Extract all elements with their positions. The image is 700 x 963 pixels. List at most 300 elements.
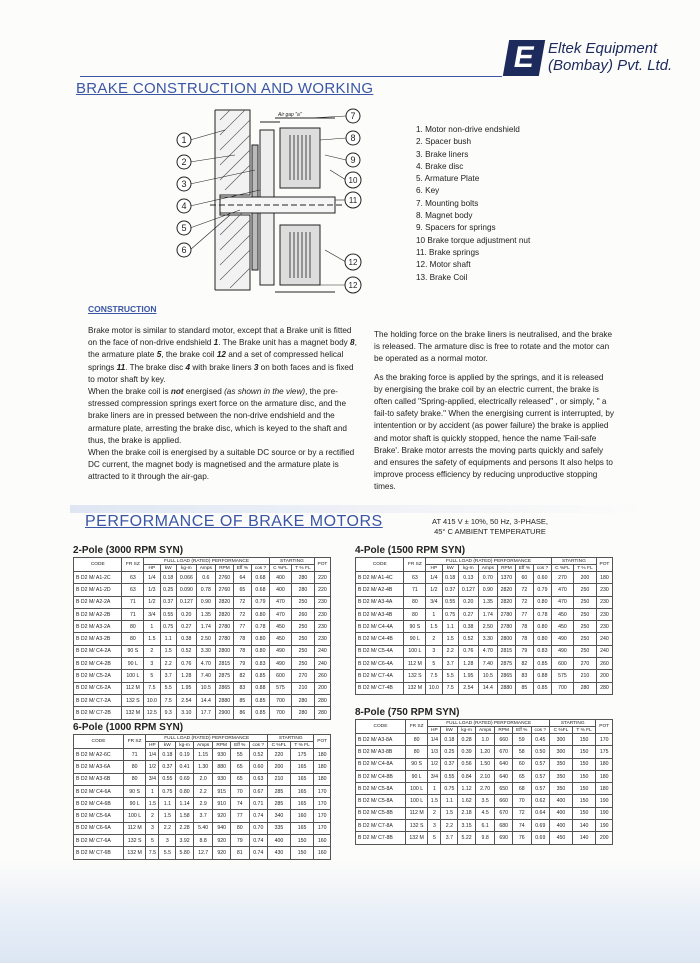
table-row: [356, 608, 613, 620]
table-cell: 165: [290, 798, 314, 810]
table-row: [356, 584, 613, 596]
construction-text-right: [374, 329, 614, 494]
table-cell: 400: [550, 807, 573, 819]
table-cell: 90 S: [404, 621, 426, 633]
table-cell: 1/2: [146, 761, 159, 773]
table-cell: 76: [513, 832, 531, 844]
table-cell: 3/4: [146, 773, 159, 785]
table-row: [356, 670, 613, 682]
col-header-cos: cos ?: [531, 727, 550, 734]
table-cell: 160: [290, 810, 314, 822]
table-cell: 700: [269, 694, 291, 706]
table-cell: 170: [314, 822, 331, 834]
table-cell: 575: [269, 682, 291, 694]
col-header-kw: kW: [442, 565, 458, 572]
table-cell: 68: [513, 783, 531, 795]
table-cell: 71: [122, 608, 144, 620]
table-cell: 79: [233, 658, 251, 670]
cell-code: B D2 M/ A1-2C: [74, 572, 122, 584]
table-cell: 280: [596, 682, 612, 694]
table-cell: 0.18: [442, 572, 458, 584]
table-cell: 0.18: [159, 749, 176, 761]
table-row: [74, 633, 331, 645]
table-cell: 490: [269, 645, 291, 657]
col-header-starting: STARTING: [269, 558, 314, 565]
table-cell: 90 S: [123, 785, 145, 797]
col-header-starting: STARTING: [268, 735, 314, 742]
table-cell: 280: [314, 694, 330, 706]
table-cell: 490: [551, 633, 573, 645]
table-cell: 2780: [497, 621, 515, 633]
table-cell: 0.19: [176, 749, 194, 761]
table-cell: 350: [550, 783, 573, 795]
table-cell: 112 M: [404, 658, 426, 670]
cell-code: B D2 M/ C7-4B: [356, 682, 404, 694]
cell-code: B D2 M/ C4-2B: [74, 658, 122, 670]
table-cell: 260: [314, 670, 330, 682]
cell-code: B D2 M/ C7-2B: [74, 707, 122, 719]
table-cell: 5: [144, 670, 160, 682]
table-cell: 0.57: [531, 758, 550, 770]
table-cell: 2.10: [475, 770, 495, 782]
table-cell: 90 L: [405, 770, 427, 782]
table-row: [74, 707, 331, 719]
table-cell: 170: [596, 734, 613, 746]
table-cell: 77: [515, 608, 533, 620]
company-name: [548, 40, 672, 74]
table-cell: 230: [314, 633, 330, 645]
cell-code: B D2 M/ A2-4B: [356, 584, 404, 596]
table-cell: 0.85: [251, 670, 269, 682]
table-cell: 230: [314, 596, 330, 608]
table-cell: 2780: [497, 608, 515, 620]
table-cell: 100 L: [404, 645, 426, 657]
table-cell: 1.5: [442, 633, 458, 645]
table-cell: 0.85: [533, 658, 551, 670]
table-cell: 150: [572, 795, 596, 807]
cell-code: B D2 M/ C4-8A: [356, 758, 406, 770]
table-cell: 79: [515, 645, 533, 657]
table-cell: 140: [572, 820, 596, 832]
table-cell: 270: [573, 658, 596, 670]
table-cell: 250: [573, 645, 596, 657]
table-cell: 880: [213, 761, 231, 773]
airgap-label: Air gap "a": [278, 112, 302, 118]
cell-code: B D2 M/ C5-8A: [356, 783, 406, 795]
table-cell: 160: [314, 847, 331, 859]
table-cell: 0.39: [458, 746, 476, 758]
table-cell: 3.5: [475, 795, 495, 807]
table-cell: 180: [314, 749, 331, 761]
table-cell: 82: [233, 670, 251, 682]
callout-11: [345, 192, 361, 208]
cell-code: B D2 M/ C5-2A: [74, 670, 122, 682]
table-cell: 250: [291, 596, 314, 608]
cell-code: B D2 M/ C4-4B: [356, 633, 404, 645]
table-cell: 250: [573, 633, 596, 645]
callout-12a: [345, 254, 361, 270]
table-cell: 640: [495, 770, 513, 782]
table-cell: 240: [596, 645, 612, 657]
table-title-6pole: 6-Pole (1000 RPM SYN): [73, 722, 184, 733]
parts-list-item: 12. Motor shaft: [416, 260, 471, 270]
table-cell: 0.88: [533, 670, 551, 682]
table-cell: 58: [513, 746, 531, 758]
table-cell: 63: [122, 572, 144, 584]
cell-code: B D2 M/ A3-6A: [74, 761, 124, 773]
performance-table-8pole: [355, 719, 613, 845]
table-cell: 63: [404, 572, 426, 584]
table-row: [74, 670, 331, 682]
table-cell: 0.88: [251, 682, 269, 694]
table-cell: 0.63: [249, 773, 268, 785]
cell-code: B D2 M/ C5-8A: [356, 795, 406, 807]
table-cell: 0.69: [531, 820, 550, 832]
table-cell: 150: [572, 746, 596, 758]
table-cell: 3.7: [442, 658, 458, 670]
table-cell: 285: [268, 798, 291, 810]
callout-6: [177, 243, 191, 257]
table-cell: 1.1: [441, 795, 458, 807]
brake-cross-section-diagram: [160, 100, 376, 305]
table-cell: 3: [426, 645, 442, 657]
table-cell: 65: [231, 773, 249, 785]
table-cell: 0.37: [442, 584, 458, 596]
table-cell: 175: [596, 746, 613, 758]
table-cell: 1.74: [196, 621, 215, 633]
table-cell: 4.70: [196, 658, 215, 670]
cell-code: B D2 M/ A1-2D: [74, 584, 122, 596]
callout-12b: [345, 277, 361, 293]
table-cell: 240: [596, 633, 612, 645]
table-cell: 7.5: [144, 682, 160, 694]
title-band: [70, 505, 650, 513]
table-cell: 78: [515, 633, 533, 645]
table-cell: 5: [428, 832, 441, 844]
table-cell: 3.92: [176, 835, 194, 847]
table-cell: 2: [144, 645, 160, 657]
table-cell: 1.74: [478, 608, 497, 620]
table-cell: 0.57: [531, 770, 550, 782]
table-cell: 0.69: [176, 773, 194, 785]
table-row: [356, 795, 613, 807]
table-cell: 80: [405, 734, 427, 746]
table-cell: 0.27: [176, 621, 196, 633]
parts-list-item: 2. Spacer bush: [416, 137, 472, 147]
table-cell: 80: [122, 633, 144, 645]
callout-8: [346, 131, 360, 145]
table-cell: 200: [596, 670, 612, 682]
table-cell: 4.5: [475, 807, 495, 819]
parts-list-item: 9. Spacers for springs: [416, 223, 496, 233]
callout-label: 5: [181, 223, 187, 233]
col-header-cos: cos ?: [533, 565, 551, 572]
table-cell: 2.50: [478, 621, 497, 633]
table-cell: 0.76: [176, 658, 196, 670]
table-cell: 0.55: [442, 596, 458, 608]
table-cell: 2760: [215, 584, 233, 596]
table-cell: 2.28: [176, 822, 194, 834]
table-cell: 10.0: [426, 682, 442, 694]
table-cell: 5.5: [442, 670, 458, 682]
cell-code: B D2 M/ A2-2A: [74, 596, 122, 608]
col-header-pot: POT: [314, 558, 330, 572]
footer-gradient: [0, 860, 700, 963]
table-cell: 1.15: [193, 749, 213, 761]
table-cell: 280: [291, 572, 314, 584]
table-cell: 0.38: [176, 633, 196, 645]
table-cell: 1.0: [475, 734, 495, 746]
table-cell: 450: [551, 621, 573, 633]
table-cell: 1.1: [159, 798, 176, 810]
table-cell: 0.127: [176, 596, 196, 608]
table-cell: 2800: [215, 645, 233, 657]
col-header-kw: kW: [160, 565, 176, 572]
table-cell: 1.95: [458, 670, 478, 682]
table-cell: 2880: [215, 694, 233, 706]
table-cell: 1.5: [426, 621, 442, 633]
table-cell: 0.70: [249, 822, 268, 834]
table-cell: 0.37: [159, 761, 176, 773]
table-cell: 12.7: [193, 847, 213, 859]
table-cell: 2880: [497, 682, 515, 694]
cell-code: B D2 M/ C5-4A: [356, 645, 404, 657]
col-header-tfl: T % FL: [290, 742, 314, 749]
table-cell: 1.62: [458, 795, 476, 807]
table-cell: 200: [596, 832, 613, 844]
col-header-tfl: T % FL: [572, 727, 596, 734]
table-cell: 85: [233, 694, 251, 706]
col-header-hp: HP: [144, 565, 160, 572]
cell-code: B D2 M/ C5-8B: [356, 807, 406, 819]
callout-label: 2: [181, 157, 187, 167]
table-cell: 0.56: [458, 758, 476, 770]
table-cell: 2865: [497, 670, 515, 682]
table-cell: 0.127: [458, 584, 478, 596]
table-cell: 90 S: [405, 758, 427, 770]
table-row: [74, 773, 331, 785]
table-row: [356, 572, 613, 584]
table-cell: 930: [213, 749, 231, 761]
table-row: [356, 596, 613, 608]
table-cell: 2.50: [196, 633, 215, 645]
table-cell: 132 M: [123, 847, 145, 859]
table-cell: 10.5: [478, 670, 497, 682]
table-cell: 300: [550, 734, 573, 746]
table-cell: 0.18: [160, 572, 176, 584]
col-header-full-load: FULL LOAD (RATED) PERFORMANCE: [428, 720, 550, 727]
table-cell: 2760: [215, 572, 233, 584]
callout-label: 10: [348, 176, 358, 185]
cell-code: B D2 M/ C7-4A: [356, 670, 404, 682]
col-header-starting: STARTING: [551, 558, 596, 565]
parts-list-item: 11. Brake springs: [416, 247, 480, 257]
table-cell: 170: [314, 810, 331, 822]
conditions-line1: AT 415 V ± 10%, 50 Hz, 3-PHASE,: [432, 517, 548, 526]
parts-list-item: 13. Brake Coil: [416, 272, 468, 282]
col-header-amps: Amps: [196, 565, 215, 572]
table-cell: 0.80: [533, 633, 551, 645]
table-cell: 6.1: [475, 820, 495, 832]
table-row: [356, 783, 613, 795]
header-row: [356, 720, 613, 727]
table-cell: 1/4: [146, 749, 159, 761]
col-header-pot: POT: [596, 558, 612, 572]
callout-label: 8: [350, 133, 356, 143]
table-cell: 920: [213, 847, 231, 859]
table-cell: 65: [513, 770, 531, 782]
table-row: [356, 832, 613, 844]
table-cell: 700: [269, 707, 291, 719]
table-cell: 335: [268, 822, 291, 834]
table-cell: 640: [495, 758, 513, 770]
performance-table-6pole: [73, 734, 331, 860]
performance-table-2pole: [73, 557, 331, 720]
table-cell: 280: [291, 707, 314, 719]
table-cell: 1.5: [441, 807, 458, 819]
table-cell: 3.30: [196, 645, 215, 657]
section-title-performance: PERFORMANCE OF BRAKE MOTORS: [85, 513, 383, 530]
table-cell: 0.83: [533, 645, 551, 657]
table-cell: 90 L: [404, 633, 426, 645]
table-row: [356, 746, 613, 758]
table-row: [74, 810, 331, 822]
col-header-amps: Amps: [478, 565, 497, 572]
table-cell: 150: [572, 783, 596, 795]
table-cell: 930: [213, 773, 231, 785]
col-header-cfl: C %FL: [268, 742, 291, 749]
table-cell: 270: [551, 572, 573, 584]
table-cell: 180: [314, 773, 331, 785]
table-cell: 0.78: [533, 608, 551, 620]
col-header-frsz: FR SZ: [405, 720, 427, 734]
col-header-eff: Eff %: [513, 727, 531, 734]
table-cell: 59: [513, 734, 531, 746]
table-row: [356, 621, 613, 633]
col-header-cos: cos ?: [251, 565, 269, 572]
table-cell: 1.5: [146, 798, 159, 810]
table-cell: 0.6: [196, 572, 215, 584]
table-row: [356, 633, 613, 645]
table-cell: 3.30: [478, 633, 497, 645]
table-cell: 2815: [215, 658, 233, 670]
table-cell: 64: [233, 572, 251, 584]
table-cell: 2.70: [475, 783, 495, 795]
col-header-code: CODE: [356, 720, 406, 734]
table-cell: 0.55: [159, 773, 176, 785]
table-cell: 920: [213, 810, 231, 822]
table-cell: 112 M: [123, 822, 145, 834]
table-cell: 4.70: [478, 645, 497, 657]
table-cell: 7.40: [478, 658, 497, 670]
table-cell: 72: [233, 608, 251, 620]
table-cell: 0.37: [441, 758, 458, 770]
cell-code: B D2 M/ A1-4C: [356, 572, 404, 584]
cell-code: B D2 M/ A3-8B: [356, 746, 406, 758]
table-cell: 470: [269, 596, 291, 608]
table-cell: 2.2: [160, 658, 176, 670]
col-header-kw: kW: [159, 742, 176, 749]
table-cell: 0.70: [478, 572, 497, 584]
table-cell: 77: [231, 810, 249, 822]
table-cell: 0.68: [251, 572, 269, 584]
table-cell: 240: [314, 658, 330, 670]
table-cell: 200: [314, 682, 330, 694]
table-row: [74, 621, 331, 633]
col-header-code: CODE: [356, 558, 404, 572]
table-cell: 400: [550, 795, 573, 807]
table-cell: 250: [291, 658, 314, 670]
table-cell: 3: [146, 822, 159, 834]
table-cell: 0.60: [249, 761, 268, 773]
col-header-cos: cos ?: [249, 742, 268, 749]
cell-code: B D2 M/ C7-6A: [74, 835, 124, 847]
table-row: [356, 645, 613, 657]
table-cell: 5.40: [193, 822, 213, 834]
table-cell: 7.5: [146, 847, 159, 859]
table-cell: 78: [233, 633, 251, 645]
table-cell: 150: [290, 847, 314, 859]
table-row: [356, 820, 613, 832]
table-cell: 250: [291, 633, 314, 645]
table-cell: 400: [550, 820, 573, 832]
table-cell: 0.28: [458, 734, 476, 746]
table-cell: 0.90: [478, 584, 497, 596]
table-cell: 1/3: [428, 746, 441, 758]
col-header-pot: POT: [314, 735, 331, 749]
table-cell: 5: [426, 658, 442, 670]
table-cell: 200: [268, 761, 291, 773]
table-cell: 90 L: [122, 658, 144, 670]
table-cell: 0.52: [176, 645, 196, 657]
col-header-hp: HP: [426, 565, 442, 572]
table-cell: 280: [291, 694, 314, 706]
table-cell: 78: [233, 645, 251, 657]
paragraph: As the braking force is applied by the springs, and it is released by energising the brake coil by an electric current, the brake is often called "Spring-applied, electrically released" , or simply, " a fail-to safety brake." When the energising current is interrupted, by intentention or by accident (as power failure) the brake is applied and motor shaft is quickly stopped, hence the name 'Fail-safe Brake'. Brake motor arrests the moving parts quickly and safely and ensures the safety of equipments and persons It also helps to improve process efficiency by reducing unproductive stopping times.: [374, 372, 615, 492]
table-cell: 0.45: [531, 734, 550, 746]
table-cell: 63: [122, 584, 144, 596]
table-cell: 2.54: [176, 694, 196, 706]
col-header-kgm: kg-m: [458, 565, 478, 572]
table-cell: 175: [290, 749, 314, 761]
table-cell: 470: [551, 596, 573, 608]
performance-table-4pole: [355, 557, 613, 695]
table-row: [356, 734, 613, 746]
table-cell: 0.74: [249, 847, 268, 859]
table-row: [74, 608, 331, 620]
table-cell: 1/4: [426, 572, 442, 584]
table-cell: 83: [233, 682, 251, 694]
table-cell: 1.28: [458, 658, 478, 670]
table-cell: 0.38: [458, 621, 478, 633]
table-row: [74, 761, 331, 773]
table-cell: 10.5: [196, 682, 215, 694]
callout-label: 12: [348, 258, 358, 267]
cell-code: B D2 M/ C6-6A: [74, 822, 124, 834]
table-cell: 0.71: [249, 798, 268, 810]
table-cell: 0.85: [533, 682, 551, 694]
callout-3: [177, 177, 191, 191]
table-cell: 3.7: [441, 832, 458, 844]
table-cell: 14.4: [196, 694, 215, 706]
table-cell: 1.58: [176, 810, 194, 822]
table-row: [356, 682, 613, 694]
col-header-frsz: FR SZ: [122, 558, 144, 572]
table-cell: 0.066: [176, 572, 196, 584]
table-cell: 600: [269, 670, 291, 682]
table-cell: 180: [596, 783, 613, 795]
table-cell: 250: [573, 584, 596, 596]
